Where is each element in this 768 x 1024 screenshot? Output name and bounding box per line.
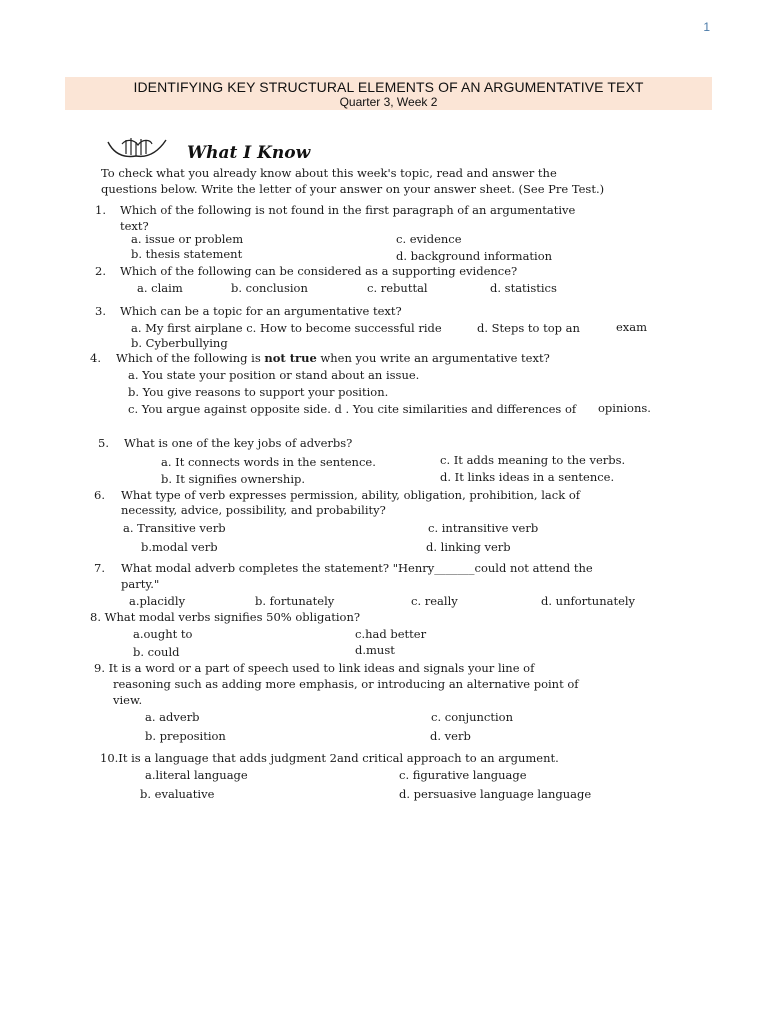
q8-stem: 8. What modal verbs signifies 50% obligation? (90, 610, 361, 624)
q10-option-b: b. evaluative (140, 787, 215, 801)
q7-stem: What modal adverb completes the statement? "Henry_______could not attend the (121, 561, 593, 575)
q4-stem-pre: Which of the following is (116, 351, 265, 365)
q10-option-a: a.literal language (145, 768, 248, 782)
q9-option-b: b. preposition (145, 729, 226, 743)
intro-line-2: questions below. Write the letter of your answer on your answer sheet. (See Pre Test.) (101, 182, 605, 196)
q4-option-d-end: opinions. (598, 401, 651, 415)
q10-option-c: c. figurative language (399, 768, 527, 782)
q5-option-a: a. It connects words in the sentence. (161, 455, 376, 469)
q5-option-d: d. It links ideas in a sentence. (440, 470, 615, 484)
q2-number: 2. (95, 264, 106, 278)
q9-stem: 9. It is a word or a part of speech used to link ideas and signals your line of (94, 661, 535, 675)
q4-number: 4. (90, 351, 101, 365)
q3-stem: Which can be a topic for an argumentative text? (120, 304, 402, 318)
q3-option-b: b. Cyberbullying (131, 336, 228, 350)
q9-option-a: a. adverb (145, 710, 200, 724)
q3-number: 3. (95, 304, 106, 318)
page-title: IDENTIFYING KEY STRUCTURAL ELEMENTS OF AN ARGUMENTATIVE TEXT (133, 79, 644, 95)
page-number: 1 (703, 20, 710, 34)
q9-stem-3: view. (113, 693, 143, 707)
q4-stem-post: when you write an argumentative text? (316, 351, 550, 365)
q2-option-a: a. claim (137, 281, 183, 295)
q7-stem-2: party." (121, 577, 160, 591)
section-title: What I Know (187, 143, 311, 163)
q5-stem: What is one of the key jobs of adverbs? (124, 436, 353, 450)
q1-option-b: b. thesis statement (131, 247, 243, 261)
q1-stem: Which of the following is not found in the first paragraph of an argumentative (120, 203, 576, 217)
page-header (65, 77, 712, 110)
q6-option-d: d. linking verb (426, 540, 511, 554)
q4-stem-bold: not true (264, 351, 317, 365)
q9-stem-2: reasoning such as adding more emphasis, or introducing an alternative point of (113, 677, 579, 691)
q8-option-a: a.ought to (133, 627, 193, 641)
q6-stem: What type of verb expresses permission, ability, obligation, prohibition, lack of (121, 488, 581, 502)
q8-option-c: c.had better (355, 627, 427, 641)
q7-option-b: b. fortunately (255, 594, 335, 608)
q6-option-b: b.modal verb (141, 540, 218, 554)
q10-stem: 10.It is a language that adds judgment 2and critical approach to an argument. (100, 751, 559, 765)
q1-option-d: d. background information (396, 249, 553, 263)
q2-option-d: d. statistics (490, 281, 557, 295)
q6-number: 6. (94, 488, 105, 502)
q6-option-a: a. Transitive verb (123, 521, 226, 535)
q2-stem: Which of the following can be considered as a supporting evidence? (120, 264, 518, 278)
q7-number: 7. (94, 561, 105, 575)
q5-option-c: c. It adds meaning to the verbs. (440, 453, 626, 467)
page-subtitle: Quarter 3, Week 2 (339, 95, 438, 109)
q4-option-b: b. You give reasons to support your position. (128, 385, 389, 399)
q7-option-c: c. really (411, 594, 458, 608)
q1-stem-2: text? (120, 219, 149, 233)
q5-option-b: b. It signifies ownership. (161, 472, 306, 486)
q3-option-a-c: a. My first airplane c. How to become successful ride (131, 321, 442, 335)
q1-option-a: a. issue or problem (131, 232, 244, 246)
q7-option-d: d. unfortunately (541, 594, 636, 608)
q4-stem (116, 351, 550, 365)
q9-option-c: c. conjunction (431, 710, 513, 724)
q4-option-c-d: c. You argue against opposite side. d . You cite similarities and differences of (128, 402, 577, 416)
q3-option-d-end: exam (616, 320, 648, 334)
q6-stem-2: necessity, advice, possibility, and probability? (121, 503, 386, 517)
q7-option-a: a.placidly (129, 594, 186, 608)
q4-option-a: a. You state your position or stand about an issue. (128, 368, 420, 382)
intro-line-1: To check what you already know about this week's topic, read and answer the (101, 166, 557, 180)
q3-option-d: d. Steps to top an (477, 321, 580, 335)
q2-option-c: c. rebuttal (367, 281, 428, 295)
q9-option-d: d. verb (430, 729, 471, 743)
q2-option-b: b. conclusion (231, 281, 308, 295)
q1-number: 1. (95, 203, 106, 217)
q10-option-d: d. persuasive language language (399, 787, 592, 801)
hands-book-icon (104, 136, 170, 162)
q8-option-b: b. could (133, 645, 180, 659)
q5-number: 5. (98, 436, 109, 450)
q6-option-c: c. intransitive verb (428, 521, 539, 535)
q1-option-c: c. evidence (396, 232, 462, 246)
q8-option-d: d.must (355, 643, 395, 657)
